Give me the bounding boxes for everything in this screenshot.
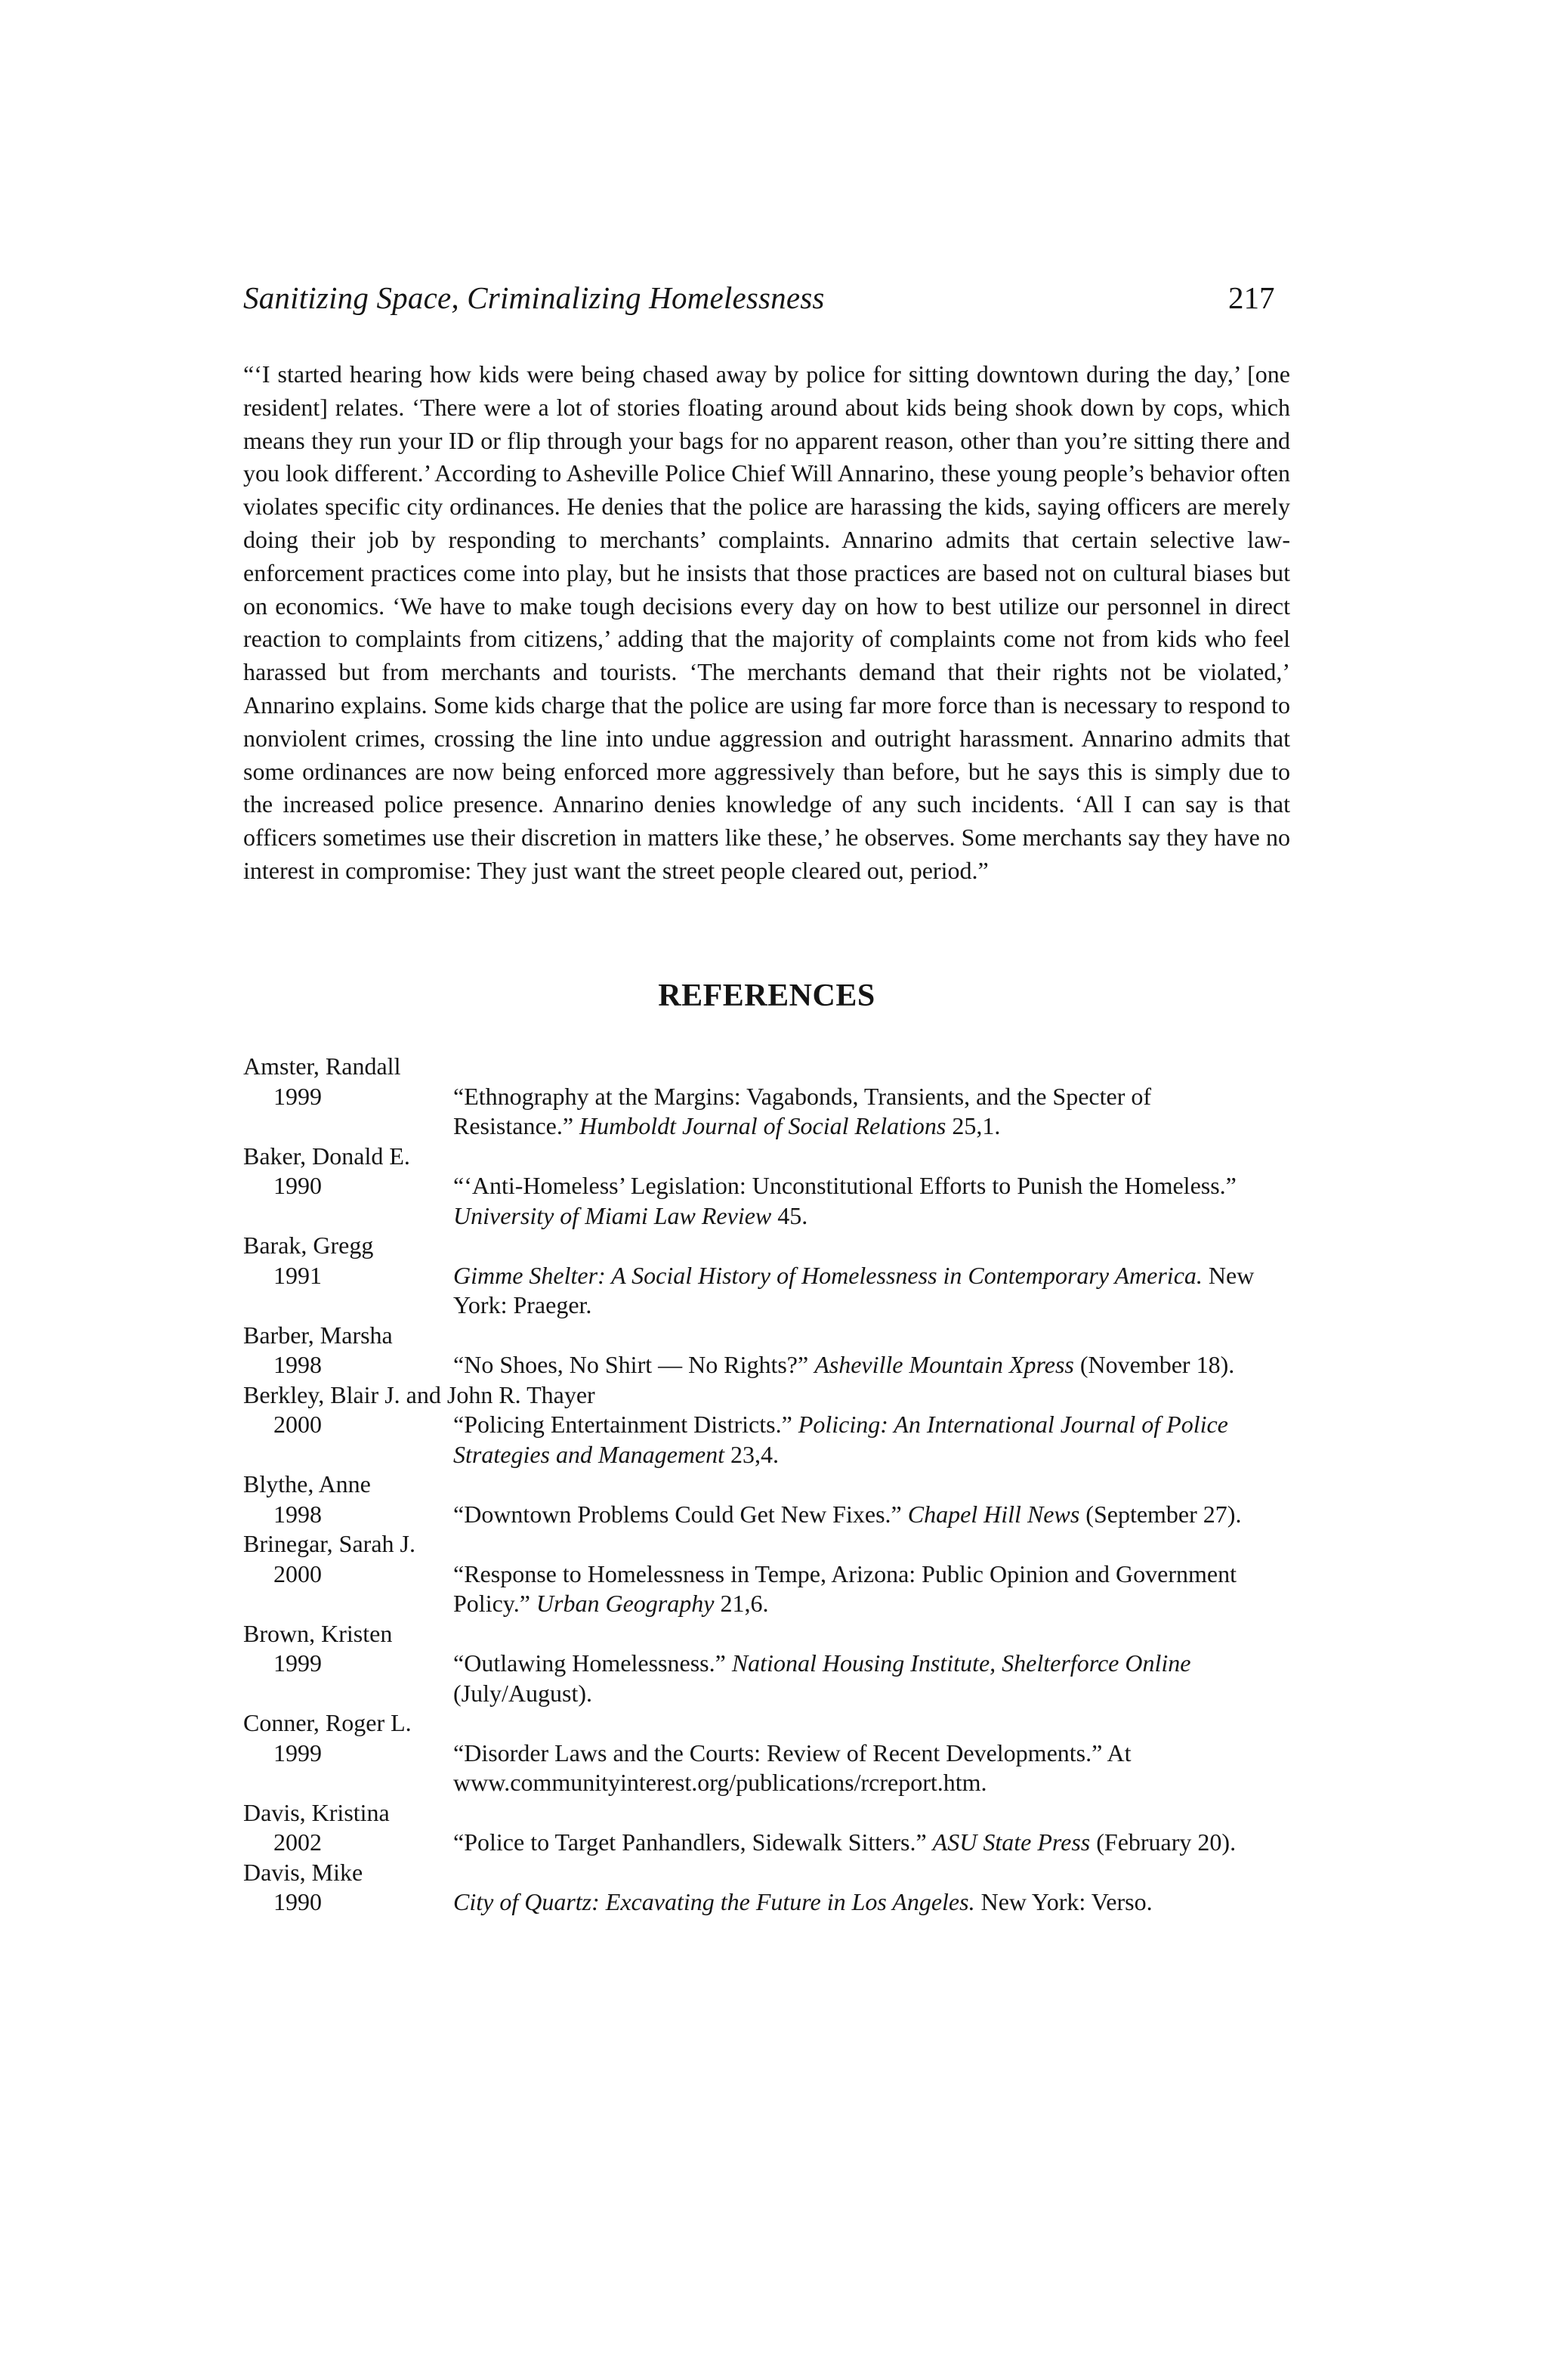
running-title: Sanitizing Space, Criminalizing Homelessness	[243, 280, 825, 315]
reference-citation: “Disorder Laws and the Courts: Review of Recent Developments.” At www.communityinterest.org/publications/rcreport.htm.	[453, 1739, 1132, 1796]
reference-citation: “Response to Homelessness in Tempe, Arizona: Public Opinion and Government Policy.” Urban Geography 21,6.	[453, 1559, 1237, 1617]
reference-entry	[243, 1321, 1290, 1380]
reference-entry	[243, 1798, 1290, 1858]
reference-author: Brown, Kristen	[243, 1619, 393, 1647]
reference-citation: “Downtown Problems Could Get New Fixes.” Chapel Hill News (September 27).	[453, 1500, 1242, 1528]
reference-year: 1990	[273, 1172, 322, 1199]
reference-author: Baker, Donald E.	[243, 1142, 410, 1170]
reference-year: 1999	[273, 1649, 322, 1677]
references-list	[243, 1052, 1290, 1918]
reference-author: Blythe, Anne	[243, 1470, 371, 1498]
reference-author: Davis, Mike	[243, 1858, 363, 1886]
reference-author: Davis, Kristina	[243, 1798, 390, 1826]
reference-year: 1998	[273, 1500, 322, 1528]
reference-citation: “Outlawing Homelessness.” National Housing Institute, Shelterforce Online (July/August).	[453, 1649, 1191, 1707]
reference-year: 2002	[273, 1828, 322, 1856]
reference-citation: “‘Anti-Homeless’ Legislation: Unconstitutional Efforts to Punish the Homeless.” University of Miami Law Review 45.	[453, 1172, 1237, 1229]
reference-author: Brinegar, Sarah J.	[243, 1530, 415, 1557]
reference-citation: “Ethnography at the Margins: Vagabonds, Transients, and the Specter of Resistance.” Humboldt Journal of Social Relations 25,1.	[453, 1082, 1151, 1139]
reference-citation: “Police to Target Panhandlers, Sidewalk Sitters.” ASU State Press (February 20).	[453, 1828, 1237, 1856]
reference-citation: “Policing Entertainment Districts.” Policing: An International Journal of Police Strategies and Management 23,4.	[453, 1411, 1228, 1468]
reference-author: Barak, Gregg	[243, 1232, 374, 1259]
references-heading: REFERENCES	[658, 978, 875, 1013]
reference-entry	[243, 1380, 1290, 1470]
page-number: 217	[1228, 280, 1275, 315]
reference-year: 1999	[273, 1082, 322, 1110]
reference-author: Amster, Randall	[243, 1052, 401, 1080]
reference-entry	[243, 1529, 1290, 1619]
reference-entry	[243, 1708, 1290, 1798]
reference-author: Conner, Roger L.	[243, 1709, 412, 1736]
reference-citation: Gimme Shelter: A Social History of Homelessness in Contemporary America. New York: Praeger.	[453, 1261, 1255, 1318]
reference-author: Barber, Marsha	[243, 1321, 393, 1349]
reference-entry	[243, 1470, 1290, 1529]
reference-entry	[243, 1142, 1290, 1232]
reference-entry	[243, 1052, 1290, 1142]
reference-author: Berkley, Blair J. and John R. Thayer	[243, 1380, 595, 1408]
reference-year: 2000	[273, 1559, 322, 1587]
body-paragraph: “‘I started hearing how kids were being chased away by police for sitting downtown during the day,’ [one resident] relates. ‘There were a lot of stories floating around about kids being shook down by cops, which means they run your ID or flip through your bags for no apparent reason, other than you’re sitting there and you look different.’ According to Asheville Police Chief Will Annarino, these young people’s behavior often violates specific city ordinances. He denies that the police are harassing the kids, saying officers are merely doing their job by responding to merchants’ complaints. Annarino admits that certain selective law-enforcement practices come into play, but he insists that those practices are based not on cultural biases but on economics. ‘We have to make tough decisions every day on how to best utilize our personnel in direct reaction to complaints from citizens,’ adding that the majority of complaints come not from kids who feel harassed but from merchants and tourists. ‘The merchants demand that their rights not be violated,’ Annarino explains. Some kids charge that the police are using far more force than is necessary to respond to nonviolent crimes, crossing the line into undue aggression and outright harassment. Annarino admits that some ordinances are now being enforced more aggressively than before, but he says this is simply due to the increased police presence. Annarino denies knowledge of any such incidents. ‘All I can say is that officers sometimes use their discretion in matters like these,’ he observes. Some merchants say they have no interest in compromise: They just want the street people cleared out, period.”	[243, 360, 1290, 884]
reference-citation: City of Quartz: Excavating the Future in Los Angeles. New York: Verso.	[453, 1888, 1153, 1915]
reference-entry	[243, 1619, 1290, 1709]
reference-entry	[243, 1858, 1290, 1918]
reference-entry	[243, 1231, 1290, 1321]
reference-year: 1990	[273, 1888, 322, 1915]
reference-year: 1991	[273, 1261, 322, 1289]
reference-year: 1998	[273, 1351, 322, 1378]
reference-year: 1999	[273, 1739, 322, 1766]
reference-citation: “No Shoes, No Shirt — No Rights?” Asheville Mountain Xpress (November 18).	[453, 1351, 1235, 1378]
reference-year: 2000	[273, 1411, 322, 1438]
